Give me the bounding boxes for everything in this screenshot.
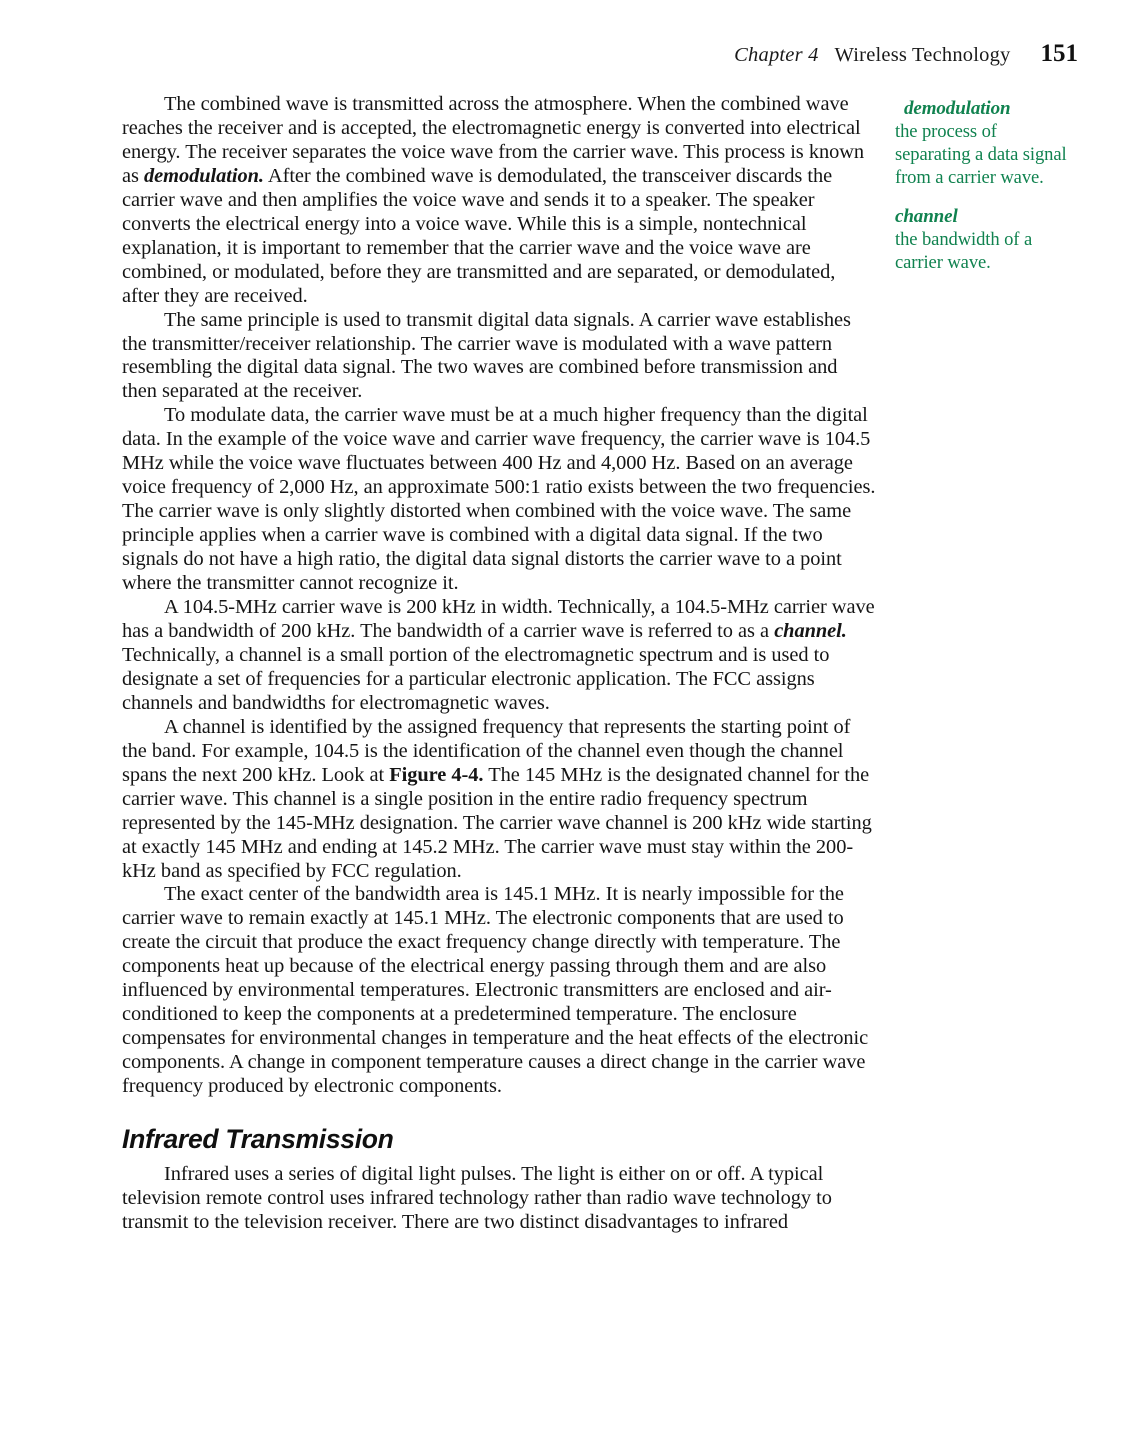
glossary-sidebar <box>895 97 1073 274</box>
body-paragraph: A channel is identified by the assigned frequency that represents the starting point of the band. For example, 104.5 is the identification of the channel even though the channel spans the next 200 kHz. Look at Figure 4-4. The 145 MHz is the designated channel for the carrier wave. This channel is a single position in the entire radio frequency spectrum represented by the 145-MHz designation. The carrier wave channel is 200 kHz wide starting at exactly 145 MHz and ending at 145.2 MHz. The carrier wave must stay within the 200-kHz band as specified by FCC regulation. <box>122 715 872 882</box>
emphasis-term: channel. <box>774 619 847 642</box>
glossary-term: demodulation <box>904 98 1011 119</box>
glossary-definition: the process of separating a data signal from a carrier wave. <box>895 121 1067 188</box>
body-paragraph: Infrared uses a series of digital light pulses. The light is either on or off. A typical television remote control uses infrared technology rather than radio wave technology to transmit to the television receiver. There are two distinct disadvantages to infrared <box>122 1163 832 1233</box>
body-paragraph: To modulate data, the carrier wave must be at a much higher frequency than the digital data. In the example of the voice wave and carrier wave frequency, the carrier wave is 104.5 MHz while the voice wave fluctuates between 400 Hz and 4,000 Hz. Based on an average voice frequency of 2,000 Hz, an approximate 500:1 ratio exists between the two frequencies. The carrier wave is only slightly distorted when combined with the voice wave. The same principle applies when a carrier wave is combined with a digital data signal. If the two signals do not have a high ratio, the digital data signal distorts the carrier wave to a point where the transmitter cannot recognize it. <box>122 404 876 595</box>
running-head-chapter-label: Chapter 4 <box>734 44 819 66</box>
running-head-chapter-title: Wireless Technology <box>834 44 1011 66</box>
paragraph-list <box>122 93 877 1099</box>
body-paragraph: The exact center of the bandwidth area is 145.1 MHz. It is nearly impossible for the carrier wave to remain exactly at 145.1 MHz. The electronic components that are used to create the circuit that produce the exact frequency change directly with temperature. The components heat up because of the electrical energy passing through them and are also influenced by environmental temperatures. Electronic transmitters are enclosed and air-conditioned to keep the components at a predetermined temperature. The enclosure compensates for environmental changes in temperature and the heat effects of the electronic components. A change in component temperature causes a direct change in the carrier wave frequency produced by electronic components. <box>122 883 869 1098</box>
body-paragraph: The combined wave is transmitted across the atmosphere. When the combined wave reaches the receiver and is accepted, the electromagnetic energy is converted into electrical energy. The receiver separates the voice wave from the carrier wave. This process is known as demodulation. After the combined wave is demodulated, the transceiver discards the carrier wave and then amplifies the voice wave and sends it to a speaker. The speaker converts the electrical energy into a voice wave. While this is a simple, nontechnical explanation, it is important to remember that the carrier wave and the voice wave are combined, or modulated, before they are transmitted and are separated, or demodulated, after they are received. <box>122 93 865 307</box>
glossary-definition: the bandwidth of a carrier wave. <box>895 229 1033 273</box>
glossary-entry-list <box>895 97 1073 274</box>
page-number: 151 <box>1040 40 1078 67</box>
running-head <box>734 40 1078 68</box>
body-paragraph: The same principle is used to transmit digital data signals. A carrier wave establishes the transmitter/receiver relationship. The carrier wave is modulated with a wave pattern resembling the digital data signal. The two waves are combined before transmission and then separated at the receiver. <box>122 308 851 403</box>
body-paragraph: A 104.5-MHz carrier wave is 200 kHz in width. Technically, a 104.5-MHz carrier wave has a bandwidth of 200 kHz. The bandwidth of a carrier wave is referred to as a channel. Technically, a channel is a small portion of the electromagnetic spectrum and is used to designate a set of frequencies for a particular electronic application. The FCC assigns channels and bandwidths for electromagnetic waves. <box>122 596 875 714</box>
glossary-entry <box>895 205 1073 274</box>
body-text-column <box>122 93 877 1235</box>
section-heading-infrared-transmission: Infrared Transmission <box>122 1124 394 1155</box>
figure-reference: Figure 4-4. <box>389 763 484 786</box>
emphasis-term: demodulation. <box>144 164 264 187</box>
paragraph-list-after-heading <box>122 1163 877 1235</box>
glossary-entry <box>895 97 1073 189</box>
glossary-term: channel <box>895 206 958 227</box>
